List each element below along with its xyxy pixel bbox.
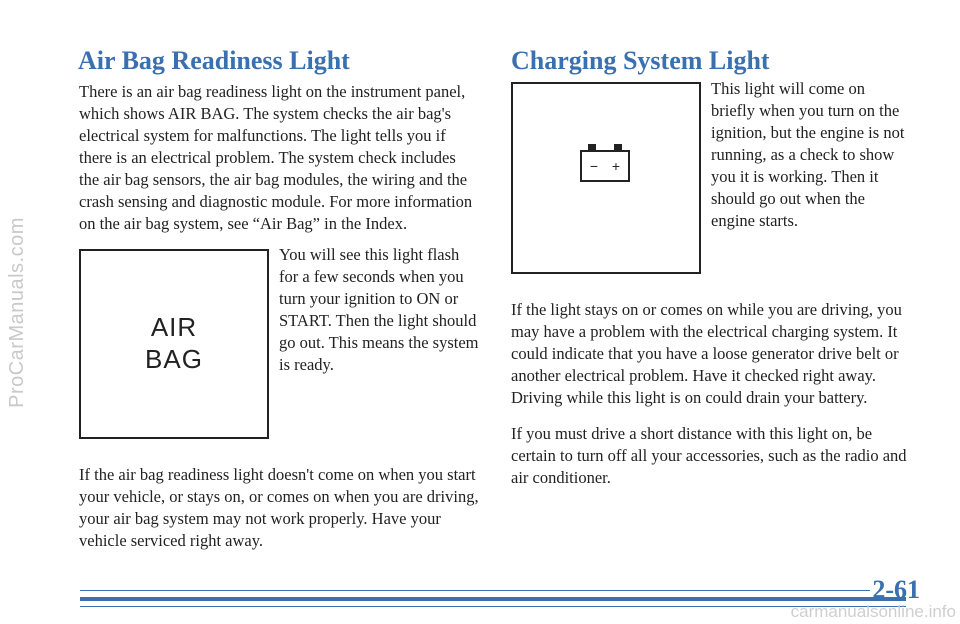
charging-stays-on-text: If the light stays on or comes on while you are driving, you may have a problem with the electrical charging system. It could indicate that you have a loose generator drive belt or another electrical problem. Have it checked right away. Driving while this light is on could drain your battery. [511, 300, 902, 407]
charging-system-heading: Charging System Light [511, 46, 770, 75]
charging-light-text: This light will come on briefly when you turn on the ignition, but the engine is not running, as a check to show you it is working. Then it should go out when the engine starts. [711, 79, 905, 230]
air-bag-intro: There is an air bag readiness light on the instrument panel, which shows AIR BAG. The system checks the air bag's electrical system for malfunctions. The light tells you if there is an electrical problem. The system check includes the air bag sensors, the air bag modules, the wiring and the crash sensing and diagnostic module. For more information on the air bag system, see “Air Bag” in the Index. [79, 82, 473, 233]
battery-icon [579, 144, 631, 184]
side-watermark-text: ProCarManuals.com [5, 216, 28, 408]
battery-minus-sign: − [589, 158, 599, 174]
page-number: 2-61 [872, 575, 920, 604]
air-bag-indicator-line1: AIR [150, 312, 198, 342]
bottom-watermark: carmanualsonline.info [790, 602, 956, 621]
charging-short-distance-text: If you must drive a short distance with this light on, be certain to turn off all your accessories, such as the radio and air conditioner. [511, 424, 907, 487]
charging-indicator-box [511, 82, 701, 274]
air-bag-indicator-box [79, 249, 269, 439]
footer-rule-top [80, 590, 870, 591]
air-bag-indicator-line2: BAG [145, 344, 203, 374]
air-bag-flash-text: You will see this light flash for a few seconds when you turn your ignition to ON or START. Then the light should go out. This means the system is ready. [279, 245, 479, 374]
footer-rule-bottom [80, 606, 906, 607]
air-bag-warning: If the air bag readiness light doesn't come on when you start your vehicle, or stays on, or comes on when you are driving, your air bag system may not work properly. Have your vehicle serviced right away. [79, 465, 479, 550]
battery-plus-sign: + [611, 158, 621, 174]
footer-rule-thick [80, 597, 906, 601]
air-bag-heading: Air Bag Readiness Light [78, 46, 350, 75]
side-watermark [4, 0, 30, 624]
